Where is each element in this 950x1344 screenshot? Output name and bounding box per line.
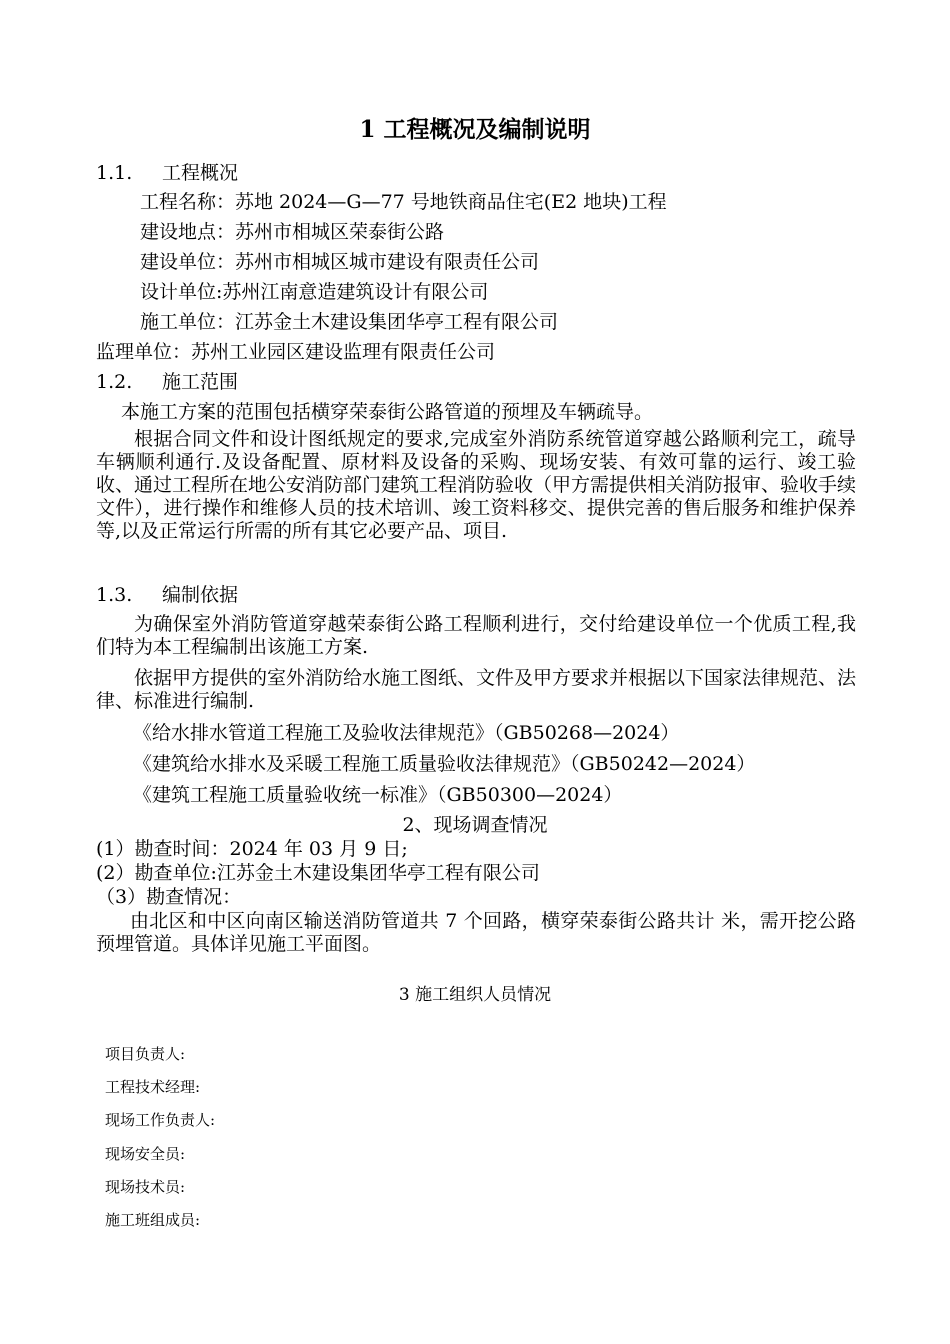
personnel-item: 项目负责人: [105,1045,186,1063]
document-title: 1 工程概况及编制说明 [359,116,591,143]
section-number: 1.3. [96,584,133,606]
section-heading-1-1 [96,161,238,185]
section-2-heading: 2、现场调查情况 [402,814,548,836]
scope-paragraph-1: 本施工方案的范围包括横穿荣泰街公路管道的预埋及车辆疏导。 [121,401,654,423]
personnel-item: 现场工作负责人: [105,1111,216,1129]
standard-item: 《建筑给水排水及采暖工程施工质量验收法律规范》（GB50242—2024） [133,753,756,775]
basis-paragraph-2: 依据甲方提供的室外消防给水施工图纸、文件及甲方要求并根据以下国家法律规范、法律、标准进行编制. [96,667,857,712]
basis-paragraph-1: 为确保室外消防管道穿越荣泰街公路工程顺利进行，交付给建设单位一个优质工程,我们特为本工程编制出该施工方案. [96,613,856,658]
survey-unit-line: (2）勘查单位:江苏金土木建设集团华亭工程有限公司 [96,862,540,884]
standard-item: 《给水排水管道工程施工及验收法律规范》（GB50268—2024） [133,722,680,744]
section-label: 工程概况 [162,162,239,184]
section-3-heading: 3 施工组织人员情况 [398,985,552,1005]
personnel-item: 施工班组成员: [105,1211,201,1229]
construction-unit-line: 施工单位：江苏金土木建设集团华亭工程有限公司 [140,311,559,333]
scope-paragraph-2: 根据合同文件和设计图纸规定的要求,完成室外消防系统管道穿越公路顺利完工，疏导车辆顺利通行.及设备配置、原材料及设备的采购、现场安装、有效可靠的运行、竣工验收、通过工程所在地公安消防部门建筑工程消防验收（甲方需提供相关消防报审、验收手续文件），进行操作和维修人员的技术培训、竣工资料移交、提供完善的售后服务和维护保养等,以及正常运行所需的所有其它必要产品、项目. [96,428,857,542]
owner-unit-line: 建设单位：苏州市相城区城市建设有限责任公司 [140,251,540,273]
section-heading-1-3 [96,583,238,607]
project-location-line: 建设地点：苏州市相城区荣泰街公路 [140,221,445,243]
survey-paragraph: 由北区和中区向南区输送消防管道共 7 个回路，横穿荣泰街公路共计 米，需开挖公路预埋管道。具体详见施工平面图。 [96,910,856,955]
section-number: 1.2. [96,371,133,393]
personnel-item: 现场安全员: [105,1145,186,1163]
personnel-item: 现场技术员: [105,1178,186,1196]
section-label: 施工范围 [162,371,239,393]
section-number: 1.1. [96,162,133,184]
survey-time-line: (1）勘查时间：2024 年 03 月 9 日; [96,838,408,860]
supervisor-unit-line: 监理单位：苏州工业园区建设监理有限责任公司 [96,341,496,363]
section-heading-1-2 [96,370,238,394]
standard-item: 《建筑工程施工质量验收统一标准》（GB50300—2024） [133,784,623,806]
personnel-item: 工程技术经理: [105,1078,201,1096]
design-unit-line: 设计单位:苏州江南意造建筑设计有限公司 [140,281,489,303]
survey-status-line: （3）勘查情况： [96,886,242,908]
section-label: 编制依据 [162,584,239,606]
project-name-line: 工程名称：苏地 2024—G—77 号地铁商品住宅(E2 地块)工程 [140,191,667,213]
